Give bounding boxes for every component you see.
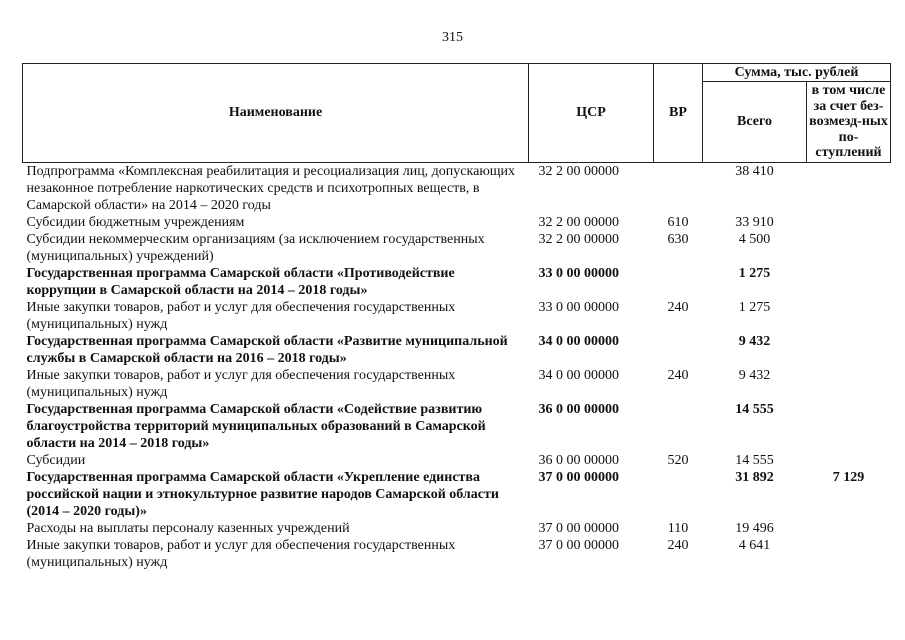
cell-vr: 630 — [667, 231, 689, 247]
cell-total: 4 641 — [738, 537, 771, 553]
cell-incl — [807, 265, 891, 299]
cell-vr: 240 — [667, 299, 689, 315]
cell-incl — [807, 520, 891, 537]
cell-total: 38 410 — [735, 163, 774, 179]
cell-incl — [807, 452, 891, 469]
cell-incl — [807, 401, 891, 452]
cell-total: 19 496 — [735, 520, 774, 536]
cell-total: 9 432 — [738, 367, 771, 383]
table-row — [23, 299, 891, 333]
cell-name: Государственная программа Самарской области «Развитие муниципальной службы в Самарской области на 2016 – 2018 годы» — [26, 333, 508, 366]
cell-csr: 36 0 00 00000 — [538, 452, 619, 468]
cell-csr: 32 2 00 00000 — [538, 163, 619, 179]
page-number: 315 — [442, 30, 463, 45]
cell-name: Субсидии — [26, 452, 86, 468]
cell-total: 4 500 — [738, 231, 771, 247]
budget-table — [22, 63, 891, 571]
table-row — [23, 265, 891, 299]
cell-csr: 32 2 00 00000 — [538, 231, 619, 247]
cell-vr: 240 — [667, 367, 689, 383]
header-sum: Сумма, тыс. рублей — [703, 64, 891, 82]
cell-total: 31 892 — [735, 469, 774, 485]
cell-incl — [807, 537, 891, 571]
cell-name: Подпрограмма «Комплексная реабилитация и ресоциализация лиц, допускающих незаконное потребление наркотических средств и психотропных веществ, в Самарской области» на 2014 – 2020 годы — [26, 163, 516, 213]
cell-name: Субсидии бюджетным учреждениям — [26, 214, 245, 230]
cell-total: 1 275 — [738, 299, 771, 315]
cell-csr: 37 0 00 00000 — [538, 469, 619, 485]
cell-total: 14 555 — [735, 401, 774, 417]
cell-vr — [654, 265, 703, 299]
cell-vr: 610 — [667, 214, 689, 230]
cell-vr — [654, 333, 703, 367]
cell-name: Государственная программа Самарской области «Содействие развитию благоустройства территорий муниципальных образований в Самарской области на 2014 – 2018 годы» — [26, 401, 486, 451]
cell-name: Иные закупки товаров, работ и услуг для обеспечения государственных (муниципальных) нужд — [26, 537, 456, 570]
cell-incl — [807, 367, 891, 401]
cell-incl — [807, 231, 891, 265]
cell-name: Иные закупки товаров, работ и услуг для обеспечения государственных (муниципальных) нужд — [26, 299, 456, 332]
header-vr: ВР — [654, 64, 703, 163]
table-header — [23, 64, 891, 163]
cell-name: Государственная программа Самарской области «Укрепление единства российской нации и этнокультурное развитие народов Самарской области (2014 – 2020 годы)» — [26, 469, 499, 519]
cell-csr: 34 0 00 00000 — [538, 333, 619, 349]
table-row — [23, 333, 891, 367]
table-row — [23, 469, 891, 520]
cell-name: Субсидии некоммерческим организациям (за исключением государственных (муниципальных) учреждений) — [26, 231, 485, 264]
cell-total: 9 432 — [738, 333, 771, 349]
cell-name: Государственная программа Самарской области «Противодействие коррупции в Самарской области на 2014 – 2018 годы» — [26, 265, 455, 298]
cell-vr: 110 — [667, 520, 689, 536]
cell-csr: 33 0 00 00000 — [538, 265, 619, 281]
header-csr: ЦСР — [529, 64, 654, 163]
table-row — [23, 367, 891, 401]
cell-incl — [807, 299, 891, 333]
table-row — [23, 401, 891, 452]
cell-incl — [807, 162, 891, 214]
cell-vr: 520 — [667, 452, 689, 468]
cell-csr: 33 0 00 00000 — [538, 299, 619, 315]
table-row — [23, 537, 891, 571]
cell-incl: 7 129 — [832, 469, 865, 485]
cell-name: Иные закупки товаров, работ и услуг для обеспечения государственных (муниципальных) нужд — [26, 367, 456, 400]
cell-csr: 36 0 00 00000 — [538, 401, 619, 417]
table-row — [23, 231, 891, 265]
cell-incl — [807, 333, 891, 367]
table-row — [23, 520, 891, 537]
cell-csr: 32 2 00 00000 — [538, 214, 619, 230]
cell-total: 14 555 — [735, 452, 774, 468]
header-name: Наименование — [23, 64, 529, 163]
cell-vr: 240 — [667, 537, 689, 553]
header-total: Всего — [703, 82, 807, 163]
table-row — [23, 162, 891, 214]
cell-csr: 37 0 00 00000 — [538, 520, 619, 536]
cell-csr: 37 0 00 00000 — [538, 537, 619, 553]
cell-total: 1 275 — [738, 265, 771, 281]
cell-total: 33 910 — [735, 214, 774, 230]
header-incl: в том числе за счет без-возмезд-ных по-ступлений — [807, 82, 891, 163]
cell-vr — [654, 469, 703, 520]
cell-incl — [807, 214, 891, 231]
cell-vr — [654, 162, 703, 214]
table-row — [23, 214, 891, 231]
table-row — [23, 452, 891, 469]
cell-vr — [654, 401, 703, 452]
cell-csr: 34 0 00 00000 — [538, 367, 619, 383]
table-body — [23, 162, 891, 571]
cell-name: Расходы на выплаты персоналу казенных учреждений — [26, 520, 350, 536]
